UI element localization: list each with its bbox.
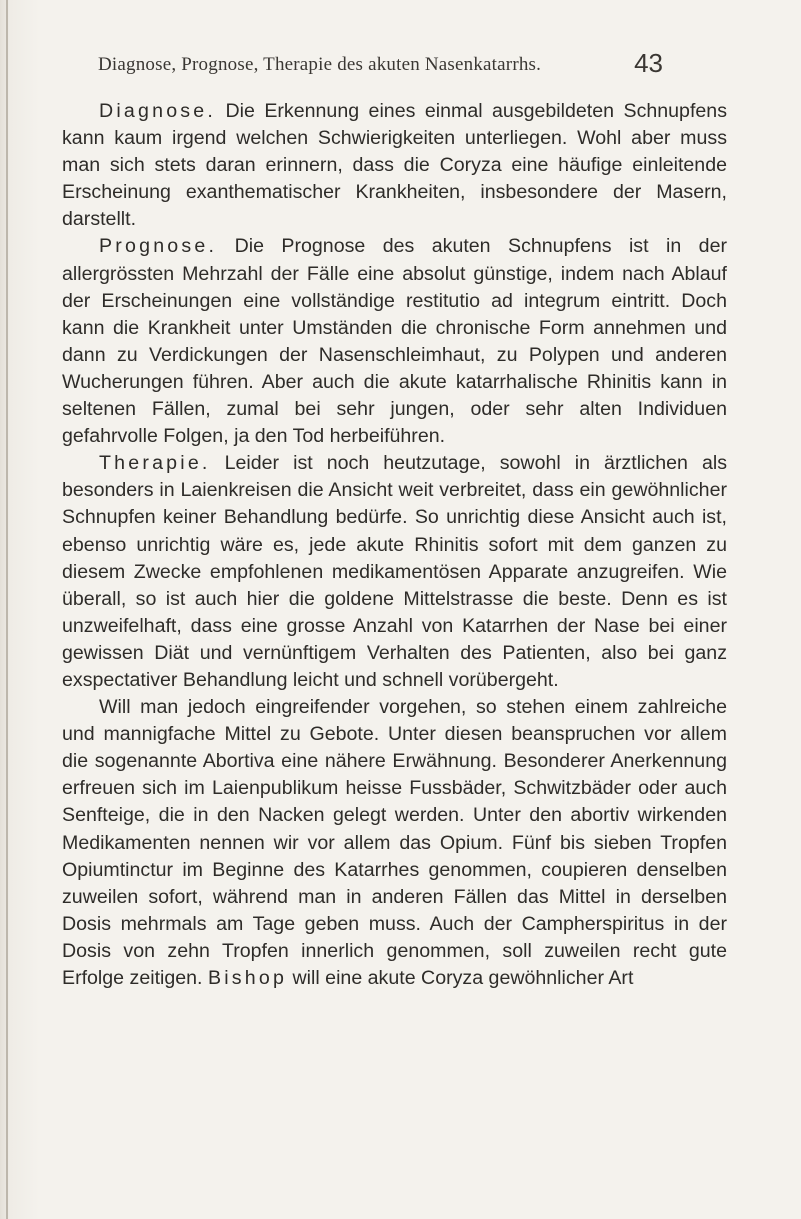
paragraph-abortiva (62, 694, 727, 992)
page-spine-edge (6, 0, 8, 1219)
running-title: Diagnose, Prognose, Therapie des akuten Nasenkatarrhs. (98, 54, 542, 75)
paragraph-tail-text: will eine akute Coryza gewöhnlicher Art (287, 967, 634, 989)
section-lead-therapie: Therapie. (99, 452, 211, 475)
author-name-bishop: Bishop (207, 967, 288, 989)
page-header (98, 48, 663, 84)
paragraph-prognose (62, 233, 727, 450)
paragraph-text: Die Erkennung eines einmal ausgebildeten Schnupfens kann kaum irgend welchen Schwierigkeiten unterliegen. Wohl aber muss man sich stets daran erinnern, dass die Coryza eine häufige einleitende Erscheinung exanthematischer Krankheiten, insbesondere der Masern, darstellt. (62, 100, 727, 231)
body-text (62, 98, 727, 992)
paragraph-text: Will man jedoch eingreifender vorgehen, so stehen einem zahlreiche und mannigfache Mittel zu Gebote. Unter diesen beanspruchen vor allem die sogenannte Abortiva eine nähere Erwähnung. Besonderer Anerkennung erfreuen sich im Laienpublikum heisse Fussbäder, Schwitzbäder oder auch Senfteige, die in den Nacken gelegt werden. Unter den abortiv wirkenden Medikamenten nennen wir vor allem das Opium. Fünf bis sieben Tropfen Opiumtinctur im Beginne des Katarrhes genommen, coupieren denselben zuweilen sofort, während man in anderen Fällen das Mittel in derselben Dosis mehrmals am Tage geben muss. Auch der Campherspiritus in der Dosis von zehn Tropfen innerlich genommen, soll zuweilen recht gute Erfolge zeitigen. (62, 696, 727, 989)
paragraph-text: Leider ist noch heutzutage, sowohl in ärztlichen als besonders in Laienkreisen die Ansicht weit verbreitet, dass ein gewöhnlicher Schnupfen keiner Behandlung bedürfe. So unrichtig diese Ansicht auch ist, ebenso unrichtig wäre es, jede akute Rhinitis sofort mit dem ganzen zu diesem Zwecke empfohlenen medikamentösen Apparate anzugreifen. Wie überall, so ist auch hier die goldene Mittelstrasse die beste. Denn es ist unzweifelhaft, dass eine grosse Anzahl von Katarrhen der Nase bei einer gewissen Diät und vernünftigem Verhalten des Patienten, also bei ganz exspectativer Behandlung leicht und schnell vorübergeht. (62, 452, 727, 691)
page-number: 43 (634, 48, 663, 78)
paragraph-diagnose (62, 98, 727, 233)
section-lead-prognose: Prognose. (99, 235, 218, 258)
paragraph-text: Die Prognose des akuten Schnupfens ist in der allergrössten Mehrzahl der Fälle eine absolut günstige, indem nach Ablauf der Erscheinungen eine vollständige restitutio ad integrum eintritt. Doch kann die Krankheit unter Umständen die chronische Form annehmen und dann zu Verdickungen der Nasenschleimhaut, zu Polypen und anderen Wucherungen führen. Aber auch die akute katarrhalische Rhinitis kann in seltenen Fällen, zumal bei sehr jungen, oder sehr alten Individuen gefahrvolle Folgen, ja den Tod herbeiführen. (62, 235, 727, 448)
paragraph-therapie (62, 450, 727, 694)
section-lead-diagnose: Diagnose. (99, 100, 217, 122)
